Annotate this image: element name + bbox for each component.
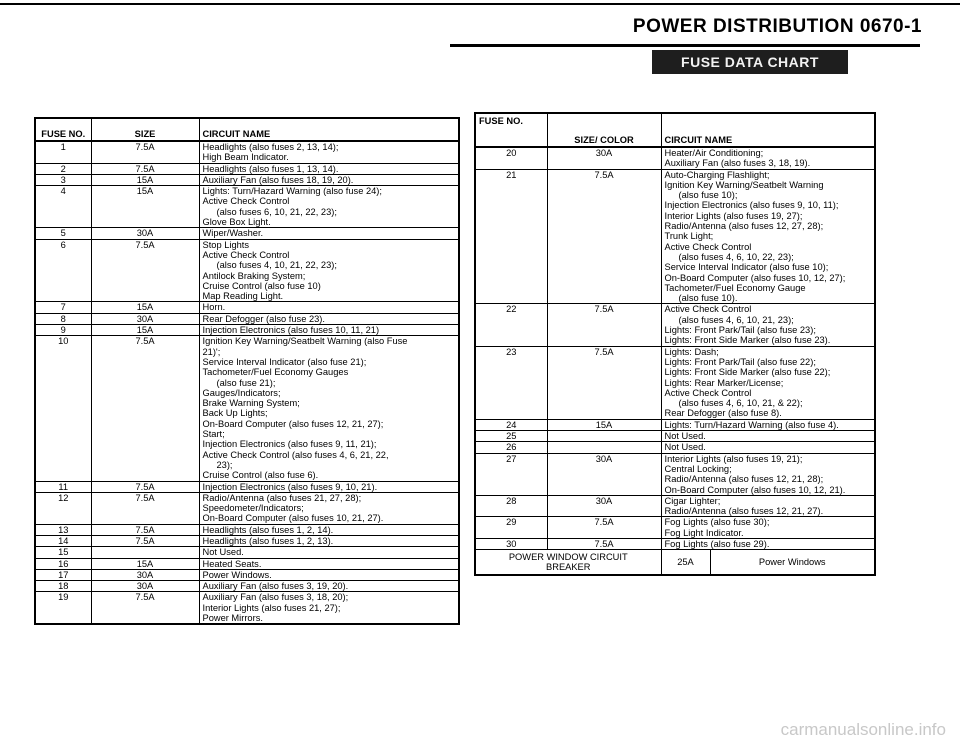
fuse-number: 19 — [35, 592, 91, 624]
fuse-data-chart-badge: FUSE DATA CHART — [652, 50, 848, 74]
fuse-number: 23 — [475, 346, 547, 419]
circuit-line: Back Up Lights; — [202, 408, 268, 419]
circuit-line: On-Board Computer (also fuses 10, 21, 27). — [202, 513, 384, 524]
fuse-number: 9 — [35, 325, 91, 336]
header-rule — [450, 44, 920, 47]
fuse-row — [35, 313, 459, 324]
circuit-line: Auxiliary Fan (also fuses 3, 18, 19). — [664, 158, 811, 169]
fuse-row — [475, 346, 875, 419]
fuse-size: 7.5A — [91, 535, 199, 546]
circuit-name — [199, 524, 459, 535]
fuse-number: 3 — [35, 174, 91, 185]
circuit-line: Speedometer/Indicators; — [202, 503, 304, 514]
circuit-line: Power Mirrors. — [202, 613, 263, 624]
fuse-row — [35, 163, 459, 174]
header-fuse-no: FUSE NO. — [35, 118, 91, 141]
circuit-line: Active Check Control (also fuses 4, 6, 21, 22, — [202, 449, 389, 460]
circuit-name — [661, 517, 875, 539]
header-circuit-name: CIRCUIT NAME — [199, 118, 459, 141]
circuit-line: Lights: Turn/Hazard Warning (also fuse 4). — [664, 419, 839, 430]
circuit-line: Power Windows. — [202, 569, 272, 580]
fuse-number: 29 — [475, 517, 547, 539]
circuit-line: Interior Lights (also fuses 19, 27); — [664, 210, 803, 221]
fuse-row — [35, 547, 459, 558]
fuse-row — [475, 431, 875, 442]
fuse-number: 14 — [35, 535, 91, 546]
right-table-body — [475, 147, 875, 550]
circuit-line: Not Used. — [664, 442, 706, 453]
breaker-label: POWER WINDOW CIRCUIT BREAKER — [475, 550, 661, 576]
circuit-line: (also fuses 4, 6, 10, 21, 23); — [678, 314, 794, 325]
fuse-row — [475, 495, 875, 517]
fuse-size: 30A — [91, 569, 199, 580]
fuse-row — [35, 302, 459, 313]
fuse-size: 7.5A — [91, 492, 199, 524]
circuit-name — [661, 431, 875, 442]
breaker-size: 25A — [662, 550, 711, 574]
fuse-row — [35, 535, 459, 546]
fuse-size: 7.5A — [91, 592, 199, 624]
circuit-line: Ignition Key Warning/Seatbelt Warning — [664, 179, 824, 190]
fuse-number: 17 — [35, 569, 91, 580]
fuse-row — [35, 524, 459, 535]
fuse-row — [35, 481, 459, 492]
fuse-size: 7.5A — [547, 304, 661, 346]
circuit-name — [661, 169, 875, 304]
fuse-row — [35, 336, 459, 481]
circuit-name — [199, 592, 459, 624]
fuse-size: 7.5A — [547, 538, 661, 549]
fuse-number: 2 — [35, 163, 91, 174]
fuse-number: 12 — [35, 492, 91, 524]
header-size-color: SIZE/ COLOR — [547, 113, 661, 147]
circuit-line: (also fuses 4, 10, 21, 22, 23); — [216, 260, 337, 271]
fuse-number: 10 — [35, 336, 91, 481]
fuse-row — [475, 538, 875, 549]
fuse-size: 7.5A — [91, 481, 199, 492]
circuit-line: Headlights (also fuses 2, 13, 14); — [202, 142, 339, 152]
circuit-line: Lights: Rear Marker/License; — [664, 377, 784, 388]
circuit-line: Service Interval Indicator (also fuse 21); — [202, 356, 367, 367]
fuse-size: 30A — [547, 495, 661, 517]
header-fuse-no: FUSE NO. — [475, 113, 547, 147]
circuit-line: Lights: Dash; — [664, 346, 719, 357]
circuit-line: (also fuse 10). — [678, 293, 738, 304]
fuse-size: 7.5A — [547, 346, 661, 419]
fuse-row — [475, 419, 875, 430]
fuse-size — [91, 547, 199, 558]
circuit-line: Rear Defogger (also fuse 8). — [664, 408, 782, 419]
fuse-row — [475, 304, 875, 346]
fuse-number: 8 — [35, 313, 91, 324]
circuit-line: On-Board Computer (also fuses 12, 21, 27); — [202, 418, 384, 429]
fuse-size: 15A — [91, 186, 199, 228]
circuit-name — [199, 186, 459, 228]
circuit-line: High Beam Indicator. — [202, 152, 289, 163]
circuit-line: Active Check Control — [664, 304, 752, 315]
breaker-name: Power Windows — [758, 557, 826, 568]
circuit-line: Start; — [202, 429, 225, 440]
circuit-name — [199, 336, 459, 481]
fuse-number: 22 — [475, 304, 547, 346]
circuit-name — [199, 228, 459, 239]
circuit-line: Active Check Control — [664, 387, 752, 398]
circuit-name — [199, 569, 459, 580]
left-table-body — [35, 141, 459, 624]
fuse-size: 7.5A — [547, 517, 661, 539]
fuse-size: 15A — [91, 558, 199, 569]
circuit-name — [661, 442, 875, 453]
fuse-number: 16 — [35, 558, 91, 569]
circuit-line: Interior Lights (also fuses 21, 27); — [202, 602, 341, 613]
fuse-size: 15A — [91, 174, 199, 185]
circuit-name — [661, 346, 875, 419]
fuse-number: 15 — [35, 547, 91, 558]
fuse-size: 15A — [91, 302, 199, 313]
fuse-row — [475, 147, 875, 169]
circuit-line: Radio/Antenna (also fuses 12, 21, 27). — [664, 506, 824, 517]
circuit-name — [199, 239, 459, 302]
circuit-name — [661, 419, 875, 430]
circuit-line: (also fuses 4, 6, 10, 22, 23); — [678, 251, 794, 262]
circuit-line: Stop Lights — [202, 239, 250, 250]
fuse-number: 1 — [35, 141, 91, 163]
circuit-name — [199, 325, 459, 336]
circuit-line: (also fuse 10); — [678, 190, 738, 201]
circuit-line: Fog Lights (also fuse 30); — [664, 517, 770, 528]
circuit-line: Auto-Charging Flashlight; — [664, 169, 770, 180]
fuse-number: 6 — [35, 239, 91, 302]
fuse-number: 13 — [35, 524, 91, 535]
circuit-name — [199, 313, 459, 324]
fuse-number: 4 — [35, 186, 91, 228]
fuse-size: 7.5A — [91, 336, 199, 481]
circuit-line: Rear Defogger (also fuse 23). — [202, 313, 325, 324]
circuit-line: Active Check Control — [202, 196, 290, 207]
circuit-line: Central Locking; — [664, 463, 732, 474]
fuse-size: 30A — [547, 453, 661, 495]
circuit-line: Not Used. — [664, 431, 706, 442]
fuse-row — [35, 592, 459, 624]
circuit-line: Tachometer/Fuel Economy Gauges — [202, 367, 349, 378]
circuit-line: Auxiliary Fan (also fuses 3, 18, 20); — [202, 592, 349, 603]
circuit-name — [661, 147, 875, 169]
fuse-number: 24 — [475, 419, 547, 430]
fuse-number: 25 — [475, 431, 547, 442]
circuit-line: Heated Seats. — [202, 558, 262, 569]
circuit-line: Heater/Air Conditioning; — [664, 148, 764, 158]
fuse-size: 30A — [547, 147, 661, 169]
circuit-line: Trunk Light; — [664, 231, 714, 242]
circuit-line: 23); — [216, 459, 233, 470]
circuit-line: On-Board Computer (also fuses 10, 12, 21). — [664, 484, 846, 495]
fuse-row — [35, 239, 459, 302]
circuit-name — [661, 453, 875, 495]
circuit-line: Cruise Control (also fuse 10) — [202, 280, 321, 291]
circuit-line: Gauges/Indicators; — [202, 387, 281, 398]
circuit-name — [199, 535, 459, 546]
circuit-name — [199, 163, 459, 174]
fuse-row — [35, 141, 459, 163]
fuse-size: 7.5A — [91, 163, 199, 174]
circuit-line: Radio/Antenna (also fuses 12, 21, 28); — [664, 474, 824, 485]
circuit-line: Injection Electronics (also fuses 9, 11, 21); — [202, 439, 377, 450]
circuit-line: Radio/Antenna (also fuses 12, 27, 28); — [664, 221, 824, 232]
circuit-line: Auxiliary Fan (also fuses 18, 19, 20). — [202, 174, 354, 185]
circuit-line: Lights: Front Park/Tail (also fuse 22); — [664, 356, 816, 367]
fuse-row — [475, 453, 875, 495]
header-circuit-name: CIRCUIT NAME — [661, 113, 875, 147]
circuit-name — [199, 547, 459, 558]
circuit-name — [199, 174, 459, 185]
circuit-line: Lights: Front Side Marker (also fuse 22); — [664, 367, 831, 378]
fuse-size: 15A — [91, 325, 199, 336]
fuse-row — [35, 492, 459, 524]
circuit-line: Map Reading Light. — [202, 291, 284, 302]
circuit-line: Injection Electronics (also fuses 10, 11, 21) — [202, 325, 380, 336]
circuit-name — [199, 141, 459, 163]
fuse-row — [35, 558, 459, 569]
fuse-size: 7.5A — [91, 524, 199, 535]
fuse-size: 30A — [91, 581, 199, 592]
fuse-row — [35, 186, 459, 228]
fuse-row — [35, 569, 459, 580]
fuse-row — [475, 517, 875, 539]
circuit-line: Active Check Control — [202, 249, 290, 260]
circuit-line: Horn. — [202, 302, 226, 313]
fuse-row — [35, 174, 459, 185]
fuse-size — [547, 442, 661, 453]
circuit-line: Headlights (also fuses 1, 2, 14). — [202, 524, 334, 535]
fuse-number: 11 — [35, 481, 91, 492]
circuit-name — [661, 495, 875, 517]
circuit-name — [199, 302, 459, 313]
circuit-line: Auxiliary Fan (also fuses 3, 19, 20). — [202, 581, 349, 592]
circuit-line: Cruise Control (also fuse 6). — [202, 470, 319, 481]
fuse-number: 18 — [35, 581, 91, 592]
circuit-line: On-Board Computer (also fuses 10, 12, 27); — [664, 272, 846, 283]
fuse-number: 30 — [475, 538, 547, 549]
fuse-number: 27 — [475, 453, 547, 495]
circuit-line: Lights: Front Side Marker (also fuse 23). — [664, 335, 831, 346]
circuit-line: Interior Lights (also fuses 19, 21); — [664, 453, 803, 464]
top-rule — [0, 3, 960, 5]
circuit-line: (also fuses 4, 6, 10, 21, & 22); — [678, 398, 803, 409]
circuit-name — [661, 304, 875, 346]
circuit-name — [199, 481, 459, 492]
fuse-number: 26 — [475, 442, 547, 453]
circuit-name — [199, 492, 459, 524]
fuse-size: 30A — [91, 228, 199, 239]
fuse-size — [547, 431, 661, 442]
left-fuse-table — [34, 117, 460, 625]
fuse-size: 30A — [91, 313, 199, 324]
circuit-line: (also fuse 21); — [216, 377, 276, 388]
watermark: carmanualsonline.info — [780, 720, 946, 739]
circuit-name — [661, 538, 875, 549]
circuit-line: (also fuses 6, 10, 21, 22, 23); — [216, 206, 337, 217]
circuit-line: Ignition Key Warning/Seatbelt Warning (also Fuse — [202, 336, 408, 347]
circuit-name — [199, 558, 459, 569]
fuse-row — [35, 325, 459, 336]
circuit-line: Active Check Control — [664, 241, 752, 252]
fuse-row — [35, 228, 459, 239]
circuit-line: 21)'; — [202, 346, 221, 357]
fuse-number: 7 — [35, 302, 91, 313]
circuit-line: Antilock Braking System; — [202, 270, 306, 281]
circuit-line: Radio/Antenna (also fuses 21, 27, 28); — [202, 492, 362, 503]
header-size: SIZE — [91, 118, 199, 141]
circuit-line: Cigar Lighter; — [664, 495, 721, 506]
fuse-number: 21 — [475, 169, 547, 304]
circuit-line: Brake Warning System; — [202, 398, 300, 409]
fuse-number: 20 — [475, 147, 547, 169]
fuse-row — [475, 442, 875, 453]
fuse-row — [475, 169, 875, 304]
circuit-name — [199, 581, 459, 592]
circuit-line: Glove Box Light. — [202, 217, 271, 228]
fuse-size: 7.5A — [91, 239, 199, 302]
circuit-line: Injection Electronics (also fuses 9, 10, 11); — [664, 200, 839, 211]
right-fuse-table — [474, 112, 876, 576]
circuit-line: Lights: Turn/Hazard Warning (also fuse 24); — [202, 186, 382, 197]
circuit-line: Not Used. — [202, 547, 244, 558]
fuse-row — [35, 581, 459, 592]
circuit-line: Lights: Front Park/Tail (also fuse 23); — [664, 325, 816, 336]
fuse-number: 5 — [35, 228, 91, 239]
circuit-line: Tachometer/Fuel Economy Gauge — [664, 282, 806, 293]
fuse-size: 7.5A — [547, 169, 661, 304]
fuse-size: 15A — [547, 419, 661, 430]
circuit-line: Headlights (also fuses 1, 13, 14). — [202, 163, 339, 174]
circuit-line: Headlights (also fuses 1, 2, 13). — [202, 535, 334, 546]
circuit-line: Wiper/Washer. — [202, 228, 264, 239]
fuse-number: 28 — [475, 495, 547, 517]
fuse-size: 7.5A — [91, 141, 199, 163]
circuit-line: Injection Electronics (also fuses 9, 10, 21). — [202, 481, 378, 492]
circuit-line: Fog Light Indicator. — [664, 527, 744, 538]
circuit-line: Fog Lights (also fuse 29). — [664, 538, 770, 549]
breaker-cell — [661, 550, 875, 576]
page-title: POWER DISTRIBUTION 0670-1 — [632, 16, 922, 37]
circuit-line: Service Interval Indicator (also fuse 10); — [664, 262, 829, 273]
